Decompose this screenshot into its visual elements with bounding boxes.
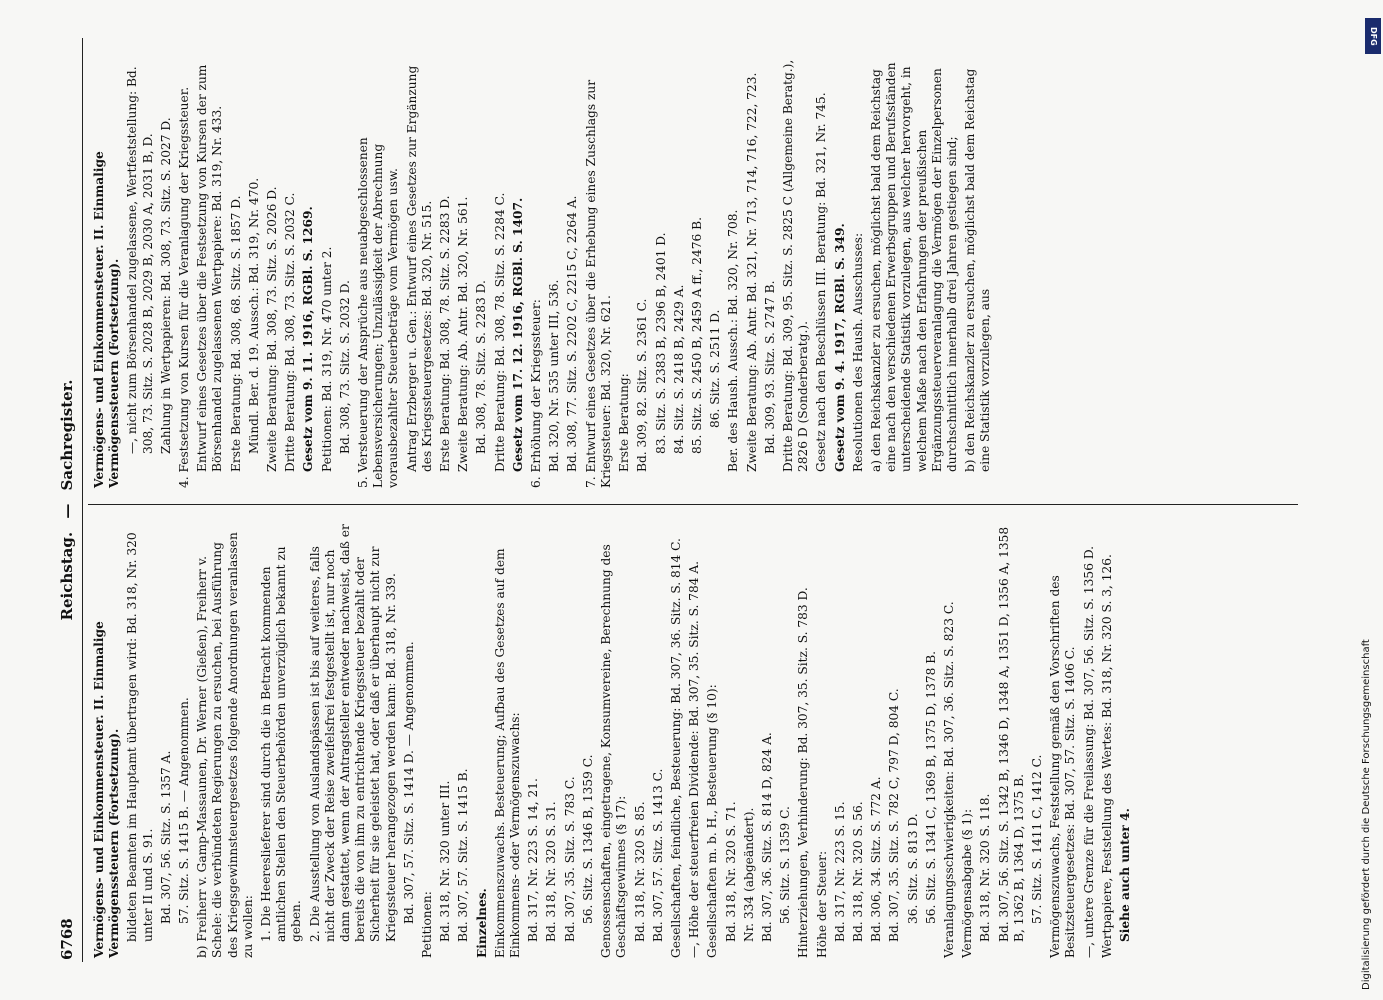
index-entry: Bd. 308, 77. Sitz. S. 2202 C, 2215 C, 2264 A. [565, 195, 580, 472]
index-entry: Bd. 309, 93. Sitz. S. 2747 B. [762, 280, 777, 454]
index-entry: 7. Entwurf eines Gesetzes über die Erhebung eines Zuschlags zur Kriegssteuer: Bd. 320, Nr. 621. [583, 79, 613, 488]
index-entry: Ber. des Haush. Aussch.: Bd. 320, Nr. 708. [726, 209, 741, 472]
index-entry: 36. Sitz. S. 813 D. [905, 813, 920, 924]
index-entry: Gesetz vom 9. 11. 1916, RGBl. S. 1269. [301, 206, 316, 472]
index-entry: 1. Die Heereslieferer sind durch die in Betracht kommenden amtlichen Stellen den Steuerbehörden unverzüglich bekannt zu geben. [259, 546, 304, 942]
index-entry: Bd. 307, 56. Sitz. S. 1357 A. [158, 750, 173, 924]
index-entry: Bd. 318, Nr. 320 unter III. [438, 780, 453, 942]
index-entry: Bd. 307, 57. Sitz. S. 1415 B. [456, 768, 471, 942]
index-entry: Bd. 307, 36. Sitz. S. 814 D, 824 A. [759, 732, 774, 942]
index-entry: Dritte Beratung: Bd. 308, 73. Sitz. S. 2032 C. [283, 192, 298, 472]
index-entry: Bd. 318, Nr. 320 S. 118. [978, 793, 993, 942]
index-entry: Vermögens- und Einkommensteuer. II. Einmalige Vermögenssteuern (Fortsetzung). [92, 151, 122, 488]
index-entry: Bd. 317, Nr. 223 S. 15. [832, 801, 847, 942]
running-title-right: Sachregister. [58, 379, 76, 491]
index-entry: Höhe der Steuer: [814, 850, 829, 958]
index-entry: 6. Erhöhung der Kriegssteuer: [529, 299, 544, 488]
index-entry: Vermögenszuwachs, Feststellung gemäß den Vorschriften des Besitzsteuergesetzes: Bd. 307, 57. Sitz. S. 1406 C. [1048, 575, 1078, 958]
index-entry: Zahlung in Wertpapieren: Bd. 308, 73. Sitz. S. 2027 D. [158, 117, 173, 454]
index-entry: Bd. 307, 35. Sitz. S. 783 C. [562, 776, 577, 942]
index-entry: Bd. 308, 73. Sitz. S. 2032 D. [337, 280, 352, 454]
index-entry: 57. Sitz. S. 1411 C, 1412 C. [1029, 754, 1044, 924]
index-entry: a) den Reichskanzler zu ersuchen, möglichst bald dem Reichstag eine nach den verschiedenen Erwerbsgruppen und Berufsständen unterscheidende Statistik vorzulegen, aus welcher hervorgeht, in welchem Maße nach den Erfahrungen der preußischen Ergänzungssteuerveranlagung die Vermögen der Einzelpersonen durchschnittlich innerhalb drei Jahren gestiegen sind; [868, 62, 959, 472]
index-entry: 2. Die Ausstellung von Auslandspässen ist bis auf weiteres, falls nicht der Zweck der Reise zweifelsfrei festgestellt ist, nur noch dann gestattet, wenn der Antragsteller entweder nachweist, daß er bereits die von ihm zu entrichtende Kriegssteuer bezahlt oder Sicherheit für sie geleistet hat, oder daß er überhaupt nicht zur Kriegssteuer herangezogen werden kann: Bd. 318, Nr. 339. [307, 524, 398, 942]
running-title [58, 40, 76, 960]
index-entry: Bd. 318, Nr. 320 S. 85. [632, 801, 647, 942]
index-entry: Vermögensabgabe (§ 1): [960, 808, 975, 958]
index-entry: Bd. 307, 57. Sitz. S. 1413 C. [650, 768, 665, 942]
index-entry: Petitionen: [420, 891, 435, 958]
index-entry: 83. Sitz. S. 2383 B, 2396 B, 2401 D. [653, 232, 668, 454]
column-divider [88, 504, 1298, 505]
index-entry: Bd. 318, Nr. 320 S. 31. [544, 801, 559, 942]
index-entry: 57. Sitz. S. 1415 B. — Angenommen. [177, 697, 192, 924]
index-entry: Zweite Beratung: Ab. Antr. Bd. 321, Nr. 713, 714, 716, 722, 723. [744, 72, 759, 472]
index-entry: b) den Reichskanzler zu ersuchen, möglichst bald dem Reichstag eine Statistik vorzulegen, aus [963, 68, 993, 472]
right-column [92, 48, 997, 488]
index-entry: Einzelnes. [474, 888, 489, 958]
index-entry: Bd. 306, 34. Sitz. S. 772 A. [869, 776, 884, 942]
index-entry: 4. Festsetzung von Kursen für die Veranlagung der Kriegssteuer. [177, 86, 192, 488]
index-entry: Antrag Erzberger u. Gen.: Entwurf eines Gesetzes zur Ergänzung des Kriegssteuergesetzes: Bd. 320, Nr. 515. [404, 65, 434, 472]
digitization-credit: Digitalisierung gefördert durch die Deutsche Forschungsgemeinschaft [1361, 639, 1372, 990]
index-entry: Wertpapiere, Feststellung des Wertes: Bd. 318, Nr. 320 S. 3, 126. [1099, 554, 1114, 958]
index-entry: 85. Sitz. S. 2450 B, 2459 A ff., 2476 B. [689, 217, 704, 454]
page-header [58, 40, 80, 960]
index-entry: Bd. 309, 82. Sitz. S. 2361 C. [635, 298, 650, 472]
index-entry: Vermögens- und Einkommensteuer. II. Einmalige Vermögenssteuern (Fortsetzung). [92, 621, 122, 958]
index-entry: bildeten Beamten im Hauptamt übertragen wird: Bd. 318, Nr. 320 unter II und S. 91. [125, 532, 155, 942]
index-entry: 56. Sitz. S. 1346 B, 1359 C. [580, 754, 595, 924]
index-entry: Erste Beratung: Bd. 308, 68. Sitz. S. 1857 D. [228, 195, 243, 472]
index-entry: Dritte Beratung: Bd. 308, 78. Sitz. S. 2284 C. [492, 192, 507, 472]
index-entry: 84. Sitz. S. 2418 B, 2429 A. [671, 284, 686, 454]
index-entry: Veranlagungsschwierigkeiten: Bd. 307, 36. Sitz. S. 823 C. [941, 601, 956, 958]
index-entry: Bd. 307, 56. Sitz. S. 1342 B, 1346 D, 1348 A, 1351 D, 1356 A, 1358 B, 1362 B, 1364 D, 1375 B. [996, 526, 1026, 942]
index-entry: Resolutionen des Haush. Ausschusses: [850, 232, 865, 472]
index-entry: Dritte Beratung: Bd. 309, 95. Sitz. S. 2825 C (Allgemeine Beratg.), 2826 D (Sonderberatg.). [780, 59, 811, 472]
index-entry: Bd. 317, Nr. 223 S. 14, 21. [526, 778, 541, 942]
index-entry: Mündl. Ber. d. 19. Aussch.: Bd. 319, Nr. 470. [246, 177, 261, 454]
index-entry: —, untere Grenze für die Freilassung: Bd. 307, 56. Sitz. S. 1356 D. [1081, 545, 1096, 958]
index-entry: Gesellschaften, feindliche, Besteuerung: Bd. 307, 36. Sitz. S. 814 C. [668, 538, 683, 958]
left-column [92, 518, 1136, 958]
index-entry: 86. Sitz. S. 2511 D. [708, 309, 723, 428]
index-entry: 56. Sitz. S. 1341 C, 1369 B, 1375 D, 1378 B. [923, 650, 938, 924]
index-entry: Zweite Beratung: Ab. Antr. Bd. 320, Nr. 561. [456, 196, 471, 472]
index-entry: Gesetz vom 17. 12. 1916, RGBl. S. 1407. [510, 197, 525, 472]
running-title-separator: — [58, 503, 76, 519]
index-entry: Bd. 320, Nr. 535 unter III, 536. [547, 279, 562, 472]
index-entry: Erste Beratung: [617, 373, 632, 472]
header-rule [82, 38, 83, 962]
index-entry: Entwurf eines Gesetzes über die Festsetzung von Kursen der zum Börsenhandel zugelassenen Wertpapiere: Bd. 319, Nr. 433. [195, 64, 225, 472]
index-entry: —, nicht zum Börsenhandel zugelassene, Wertfeststellung: Bd. 308, 73. Sitz. S. 2028 B, 2029 B, 2030 A, 2031 B, D. [125, 66, 155, 454]
page-number: 6768 [58, 918, 76, 960]
index-entry: Bd. 307, 35. Sitz. S. 782 C, 797 D, 804 C. [887, 688, 902, 942]
index-entry: Einkommenszuwachs. Besteuerung; Aufbau des Gesetzes auf dem Einkommens- oder Vermögenszuwachs: [492, 548, 523, 958]
index-entry: Gesetz nach den Beschlüssen III. Beratung: Bd. 321, Nr. 745. [814, 92, 829, 472]
running-title-left: Reichstag. [58, 531, 76, 621]
index-entry: b) Freiherr v. Gamp-Massaunen, Dr. Werner (Gießen), Freiherr v. Schele: die verbündeten Regierungen zu ersuchen, bei Ausführung des Kriegsgewinnsteuergesetzes folgende Anordnungen veranlassen zu wollen: [195, 532, 255, 958]
index-entry: Bd. 318, Nr. 320 S. 71. [723, 801, 738, 942]
side-strip [1361, 10, 1381, 990]
index-entry: Bd. 308, 78. Sitz. S. 2283 D. [474, 280, 489, 454]
index-entry: Hinterziehungen, Verhinderung: Bd. 307, 35. Sitz. S. 783 D. [796, 587, 811, 958]
index-entry: 56. Sitz. S. 1359 C. [778, 806, 793, 924]
index-entry: Genossenschaften, eingetragene, Konsumvereine, Berechnung des Geschäftsgewinnes (§ 17): [599, 544, 629, 958]
dfg-logo: DFG [1365, 18, 1381, 54]
index-entry: Bd. 318, Nr. 320 S. 56. [850, 801, 865, 942]
index-entry: Bd. 307, 57. Sitz. S. 1414 D. — Angenommen. [401, 641, 416, 924]
index-entry: Petitionen: Bd. 319, Nr. 470 unter 2. [319, 246, 334, 472]
index-entry: 5. Versteuerung der Ansprüche aus neuabgeschlossenen Lebensversicherungen; Unzulässigkeit der Abrechnung vorausbezahlter Steuerbeträge vom Vermögen usw. [356, 137, 401, 488]
index-entry: Nr. 334 (abgeändert). [741, 807, 756, 942]
index-entry: Gesellschaften m. b. H., Besteuerung (§ 10): [705, 684, 720, 958]
index-entry: Gesetz vom 9. 4. 1917, RGBl. S. 349. [832, 223, 847, 472]
index-entry: —, Höhe der steuerfreien Dividende: Bd. 307, 35. Sitz. S. 784 A. [687, 560, 702, 958]
index-entry: Erste Beratung: Bd. 308, 78. Sitz. S. 2283 D. [438, 195, 453, 472]
index-entry: Zweite Beratung: Bd. 308, 73. Sitz. S. 2026 D. [265, 186, 280, 472]
index-entry: Siehe auch unter 4. [1117, 808, 1132, 942]
